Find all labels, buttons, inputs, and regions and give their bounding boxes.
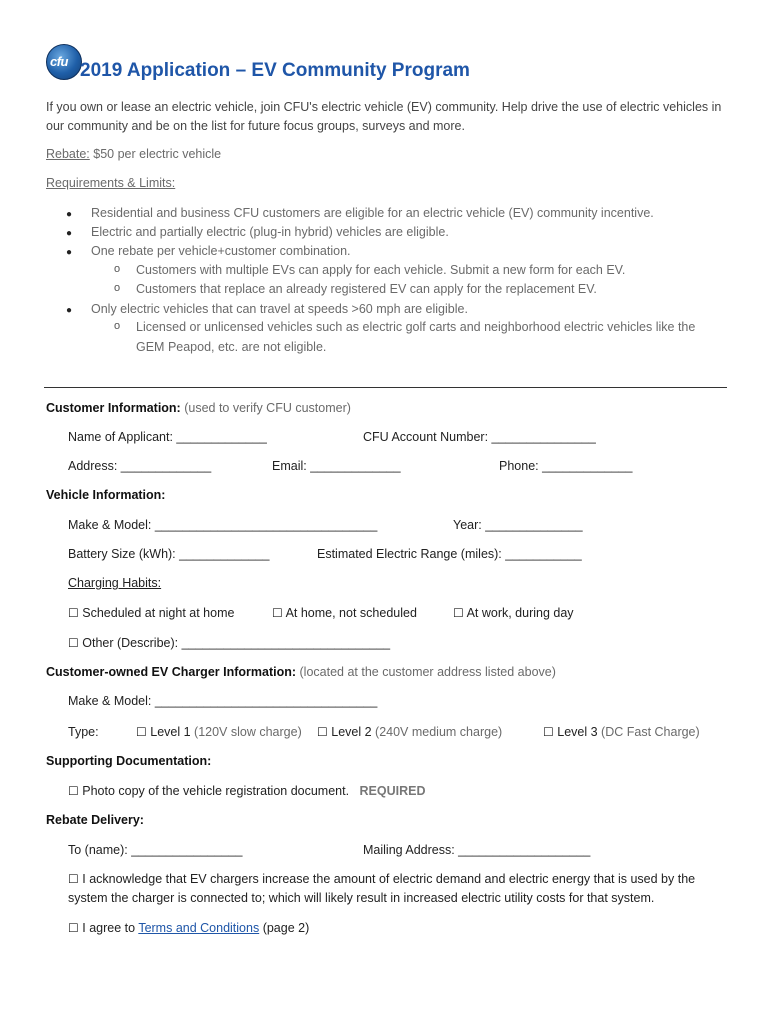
checkbox-icon[interactable]: ☐ xyxy=(136,725,147,739)
option-note: (120V slow charge) xyxy=(190,725,302,739)
agree-page-note: (page 2) xyxy=(259,921,310,935)
divider xyxy=(44,387,727,388)
bullet-icon: ● xyxy=(66,209,73,220)
account-number-field[interactable]: CFU Account Number: _______________ xyxy=(363,430,596,444)
mailing-address-field[interactable]: Mailing Address: ___________________ xyxy=(363,843,591,857)
option-level-2[interactable] xyxy=(317,725,502,739)
checkbox-icon[interactable]: ☐ xyxy=(68,606,79,620)
req-sub-4-1a: Licensed or unlicensed vehicles such as electric golf carts and neighborhood electric vehicles like the xyxy=(136,320,696,334)
req-bullet-1: Residential and business CFU customers are eligible for an electric vehicle (EV) community incentive. xyxy=(91,206,654,220)
bullet-icon: ● xyxy=(66,228,73,239)
address-field[interactable]: Address: _____________ xyxy=(68,459,212,473)
recipient-name-field[interactable]: To (name): ________________ xyxy=(68,843,243,857)
option-label: At work, during day xyxy=(466,606,574,620)
option-level-1[interactable] xyxy=(136,725,302,739)
page-title: 2019 Application – EV Community Program xyxy=(80,60,470,81)
req-sub-4-1b: GEM Peapod, etc. are not eligible. xyxy=(136,340,327,354)
option-label: Other (Describe): ______________________________ xyxy=(82,636,391,650)
sub-bullet-icon: o xyxy=(114,320,121,332)
rebate-value: $50 per electric vehicle xyxy=(89,147,222,161)
customer-info-heading xyxy=(46,401,351,415)
option-scheduled-night[interactable] xyxy=(68,606,234,620)
checkbox-icon[interactable]: ☐ xyxy=(453,606,464,620)
applicant-name-field[interactable]: Name of Applicant: _____________ xyxy=(68,430,267,444)
option-note: (240V medium charge) xyxy=(371,725,503,739)
option-note: (DC Fast Charge) xyxy=(597,725,700,739)
acknowledge-text-line-2: system the charger is connected to; which will likely result in increased electric utility costs for that system. xyxy=(68,891,655,905)
cfu-logo xyxy=(46,44,82,80)
req-sub-3-1: Customers with multiple EVs can apply for each vehicle. Submit a new form for each EV. xyxy=(136,263,626,277)
option-label: Level 3 xyxy=(557,725,598,739)
logo-text: cfu xyxy=(50,54,68,69)
req-bullet-4: Only electric vehicles that can travel at speeds >60 mph are eligible. xyxy=(91,302,468,316)
email-field[interactable]: Email: _____________ xyxy=(272,459,401,473)
checkbox-icon[interactable]: ☐ xyxy=(68,636,79,650)
electric-range-field[interactable]: Estimated Electric Range (miles): ___________ xyxy=(317,547,582,561)
bullet-icon: ● xyxy=(66,305,73,316)
supporting-docs-heading: Supporting Documentation: xyxy=(46,754,212,768)
agree-label: I agree to xyxy=(82,921,139,935)
acknowledge-text-line-1: I acknowledge that EV chargers increase the amount of electric demand and electric energy that is used by the xyxy=(82,872,696,886)
req-bullet-2: Electric and partially electric (plug-in hybrid) vehicles are eligible. xyxy=(91,225,449,239)
vehicle-make-model-field[interactable]: Make & Model: ________________________________ xyxy=(68,518,378,532)
charger-type-label: Type: xyxy=(68,725,99,739)
customer-heading-label: Customer Information: xyxy=(46,401,181,415)
required-badge: REQUIRED xyxy=(359,784,426,798)
checkbox-icon[interactable]: ☐ xyxy=(317,725,328,739)
phone-field[interactable]: Phone: _____________ xyxy=(499,459,633,473)
req-bullet-3: One rebate per vehicle+customer combination. xyxy=(91,244,351,258)
rebate-line xyxy=(46,147,221,161)
requirements-label: Requirements & Limits: xyxy=(46,176,176,190)
option-label: Level 2 xyxy=(331,725,372,739)
rebate-label: Rebate: xyxy=(46,147,90,161)
battery-size-field[interactable]: Battery Size (kWh): _____________ xyxy=(68,547,270,561)
vehicle-info-heading: Vehicle Information: xyxy=(46,488,166,502)
option-label: At home, not scheduled xyxy=(285,606,417,620)
option-label: Photo copy of the vehicle registration document. xyxy=(82,784,350,798)
terms-link[interactable]: Terms and Conditions xyxy=(138,921,260,935)
sub-bullet-icon: o xyxy=(114,263,121,275)
option-level-3[interactable] xyxy=(543,725,700,739)
acknowledge-option[interactable] xyxy=(68,872,695,886)
req-sub-3-2: Customers that replace an already registered EV can apply for the replacement EV. xyxy=(136,282,597,296)
checkbox-icon[interactable]: ☐ xyxy=(68,784,79,798)
option-home-unscheduled[interactable] xyxy=(272,606,417,620)
option-registration-copy[interactable] xyxy=(68,784,425,798)
vehicle-year-field[interactable]: Year: ______________ xyxy=(453,518,583,532)
sub-bullet-icon: o xyxy=(114,282,121,294)
customer-heading-note: (used to verify CFU customer) xyxy=(180,401,351,415)
option-work-day[interactable] xyxy=(453,606,574,620)
checkbox-icon[interactable]: ☐ xyxy=(272,606,283,620)
checkbox-icon[interactable]: ☐ xyxy=(543,725,554,739)
option-label: Scheduled at night at home xyxy=(82,606,235,620)
charger-make-model-field[interactable]: Make & Model: ________________________________ xyxy=(68,694,378,708)
checkbox-icon[interactable]: ☐ xyxy=(68,921,79,935)
checkbox-icon[interactable]: ☐ xyxy=(68,872,79,886)
agree-terms-option[interactable] xyxy=(68,921,309,935)
intro-paragraph: If you own or lease an electric vehicle, join CFU's electric vehicle (EV) community. Help drive the use of electric vehicles in our community and be on the list for future focus groups, surveys and more. xyxy=(46,100,722,133)
option-label: Level 1 xyxy=(150,725,191,739)
rebate-delivery-heading: Rebate Delivery: xyxy=(46,813,144,827)
charger-heading-note: (located at the customer address listed above) xyxy=(296,665,556,679)
charging-habits-label: Charging Habits: xyxy=(68,576,162,590)
option-other[interactable] xyxy=(68,636,390,650)
bullet-icon: ● xyxy=(66,247,73,258)
charger-info-heading xyxy=(46,665,556,679)
charger-heading-label: Customer-owned EV Charger Information: xyxy=(46,665,297,679)
